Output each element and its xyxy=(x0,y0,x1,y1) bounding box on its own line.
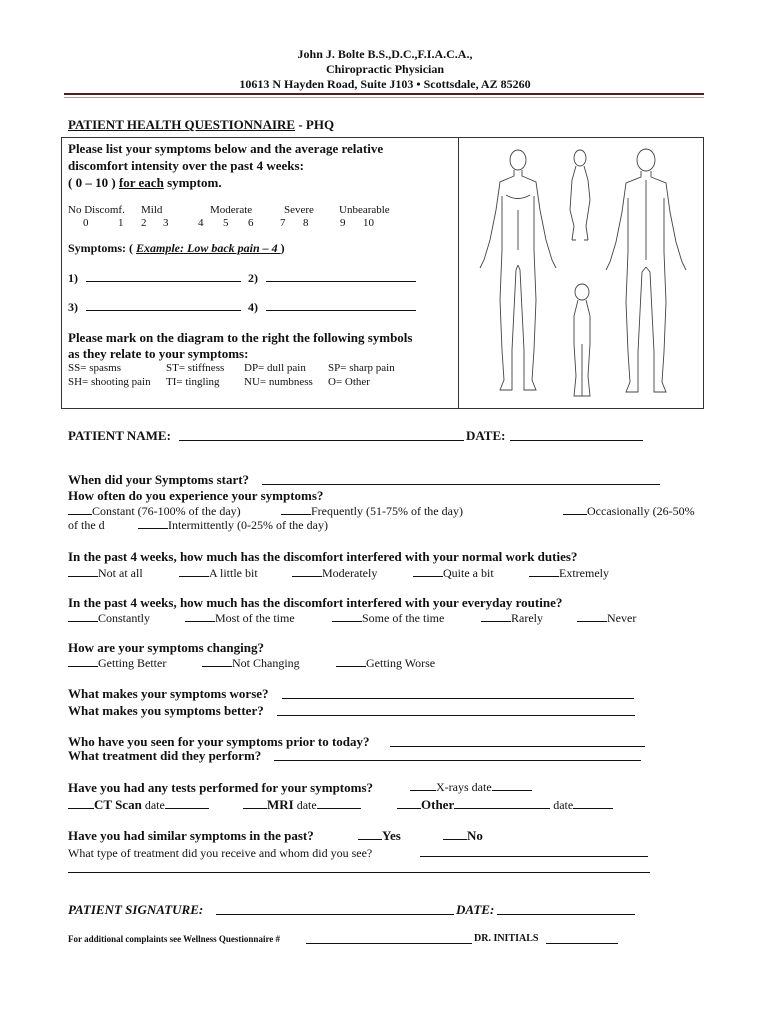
q-often-label: How often do you experience your symptoms? xyxy=(68,488,324,503)
code-o: O= Other xyxy=(328,376,370,388)
instructions-line-2: discomfort intensity over the past 4 weeks: xyxy=(68,158,304,173)
front-figure-icon xyxy=(480,150,556,390)
routine-option-1[interactable]: Most of the time xyxy=(185,611,295,626)
instructions-line-1: Please list your symptoms below and the average relative xyxy=(68,141,384,156)
work-option-2[interactable]: Moderately xyxy=(292,566,377,581)
work-option-0[interactable]: Not at all xyxy=(68,566,143,581)
form-title: PATIENT HEALTH QUESTIONNAIRE - PHQ xyxy=(68,117,335,132)
symptom-4: 4) xyxy=(248,300,258,314)
code-sh: SH= shooting pain xyxy=(68,376,151,388)
scale-label-unbearable: Unbearable xyxy=(339,204,390,216)
scale-num-0[interactable]: 0 xyxy=(83,217,89,229)
test-ct-scan[interactable]: CT Scan date xyxy=(68,797,209,813)
symptom-3: 3) xyxy=(68,300,78,314)
box-divider xyxy=(458,137,459,409)
signature-field[interactable] xyxy=(216,904,454,915)
changing-option-2[interactable]: Getting Worse xyxy=(336,656,435,671)
scale-num-7[interactable]: 7 xyxy=(280,217,286,229)
scale-num-9[interactable]: 9 xyxy=(340,217,346,229)
often-intermittently[interactable]: Intermittently (0-25% of the day) xyxy=(138,518,328,533)
back-figure-icon xyxy=(606,149,686,392)
scale-num-6[interactable]: 6 xyxy=(248,217,254,229)
changing-option-0[interactable]: Getting Better xyxy=(68,656,166,671)
q-similar-label: Have you had similar symptoms in the past? xyxy=(68,828,314,843)
code-ti: TI= tingling xyxy=(166,376,220,388)
symptom-1: 1) xyxy=(68,271,78,285)
symptom-3-field[interactable] xyxy=(86,300,241,311)
footer-initials-field[interactable] xyxy=(546,934,618,944)
diagram-instructions-line-2: as they relate to your symptoms: xyxy=(68,346,249,361)
often-occasionally[interactable]: Occasionally (26-50% xyxy=(563,504,695,519)
scale-label-no-discomfort: No Discomf. xyxy=(68,204,125,216)
q-better-field[interactable] xyxy=(277,705,635,716)
scale-label-severe: Severe xyxy=(284,204,314,216)
test-mri[interactable]: MRI date xyxy=(243,797,361,813)
header-rule xyxy=(64,93,704,95)
q-start-field[interactable] xyxy=(262,474,660,485)
small-figure-icon xyxy=(574,284,590,396)
body-diagram[interactable] xyxy=(460,140,702,406)
routine-option-4[interactable]: Never xyxy=(577,611,636,626)
q-routine-label: In the past 4 weeks, how much has the discomfort interfered with your everyday routine? xyxy=(68,595,563,610)
instructions-line-3: ( 0 – 10 ) for each symptom. xyxy=(68,175,222,190)
work-option-1[interactable]: A little bit xyxy=(179,566,258,581)
clinic-address: 10613 N Hayden Road, Suite J103 • Scottsdale, AZ 85260 xyxy=(239,77,531,91)
symptom-2-field[interactable] xyxy=(266,271,416,282)
scale-num-10[interactable]: 10 xyxy=(363,217,374,229)
changing-option-1[interactable]: Not Changing xyxy=(202,656,300,671)
scale-num-2[interactable]: 2 xyxy=(141,217,147,229)
similar-no[interactable]: No xyxy=(443,828,483,844)
q-treatment-label: What treatment did they perform? xyxy=(68,748,262,763)
scale-num-4[interactable]: 4 xyxy=(198,217,204,229)
footer-wellness-field[interactable] xyxy=(306,934,472,944)
often-frequently[interactable]: Frequently (51-75% of the day) xyxy=(281,504,463,519)
test-xrays[interactable]: X-rays date xyxy=(410,780,532,795)
q-seen-field[interactable] xyxy=(390,736,645,747)
code-st: ST= stiffness xyxy=(166,362,225,374)
code-ss: SS= spasms xyxy=(68,362,121,374)
q-worse-field[interactable] xyxy=(282,688,634,699)
symptom-2: 2) xyxy=(248,271,258,285)
scale-num-5[interactable]: 5 xyxy=(223,217,229,229)
footer-dr-initials: DR. INITIALS xyxy=(474,933,539,944)
q-work-label: In the past 4 weeks, how much has the discomfort interfered with your normal work duties? xyxy=(68,549,578,564)
doctor-title: Chiropractic Physician xyxy=(325,62,445,76)
signature-date-label: DATE: xyxy=(456,902,495,917)
diagram-instructions-line-1: Please mark on the diagram to the right the following symbols xyxy=(68,330,413,345)
code-nu: NU= numbness xyxy=(244,376,313,388)
often-wrap: of the d xyxy=(68,518,105,532)
routine-option-2[interactable]: Some of the time xyxy=(332,611,444,626)
patient-name-label: PATIENT NAME: xyxy=(68,428,171,443)
similar-yes[interactable]: Yes xyxy=(358,828,401,844)
q-tests-label: Have you had any tests performed for your symptoms? xyxy=(68,780,374,795)
work-option-3[interactable]: Quite a bit xyxy=(413,566,494,581)
side-figure-icon xyxy=(570,150,590,240)
q-worse-label: What makes your symptoms worse? xyxy=(68,686,269,701)
work-option-4[interactable]: Extremely xyxy=(529,566,609,581)
patient-date-field[interactable] xyxy=(510,430,643,441)
footer-additional-complaints: For additional complaints see Wellness Questionnaire # xyxy=(68,934,281,944)
patient-name-field[interactable] xyxy=(179,430,464,441)
q-treatment-field[interactable] xyxy=(274,750,641,761)
scale-label-moderate: Moderate xyxy=(210,204,253,216)
often-constant[interactable]: Constant (76-100% of the day) xyxy=(68,504,241,519)
q-similar-followup-field[interactable] xyxy=(420,846,648,857)
q-similar-followup-field-2[interactable] xyxy=(68,862,650,873)
header-rule-light xyxy=(64,97,704,98)
routine-option-3[interactable]: Rarely xyxy=(481,611,543,626)
symptom-4-field[interactable] xyxy=(266,300,416,311)
q-seen-label: Who have you seen for your symptoms prior to today? xyxy=(68,734,370,749)
q-start-label: When did your Symptoms start? xyxy=(68,472,250,487)
code-dp: DP= dull pain xyxy=(244,362,306,374)
symptoms-label: Symptoms: ( Example: Low back pain – 4 ) xyxy=(68,241,285,255)
scale-num-1[interactable]: 1 xyxy=(118,217,124,229)
doctor-name: John J. Bolte B.S.,D.C.,F.I.A.C.A., xyxy=(297,47,473,61)
scale-num-8[interactable]: 8 xyxy=(303,217,309,229)
test-other[interactable]: Other date xyxy=(397,797,613,813)
symptom-1-field[interactable] xyxy=(86,271,241,282)
signature-date-field[interactable] xyxy=(497,904,635,915)
scale-num-3[interactable]: 3 xyxy=(163,217,169,229)
patient-date-label: DATE: xyxy=(466,428,506,443)
routine-option-0[interactable]: Constantly xyxy=(68,611,150,626)
q-better-label: What makes you symptoms better? xyxy=(68,703,264,718)
code-sp: SP= sharp pain xyxy=(328,362,395,374)
q-similar-followup: What type of treatment did you receive and whom did you see? xyxy=(68,846,373,860)
q-changing-label: How are your symptoms changing? xyxy=(68,640,264,655)
scale-label-mild: Mild xyxy=(141,204,163,216)
signature-label: PATIENT SIGNATURE: xyxy=(68,902,204,917)
